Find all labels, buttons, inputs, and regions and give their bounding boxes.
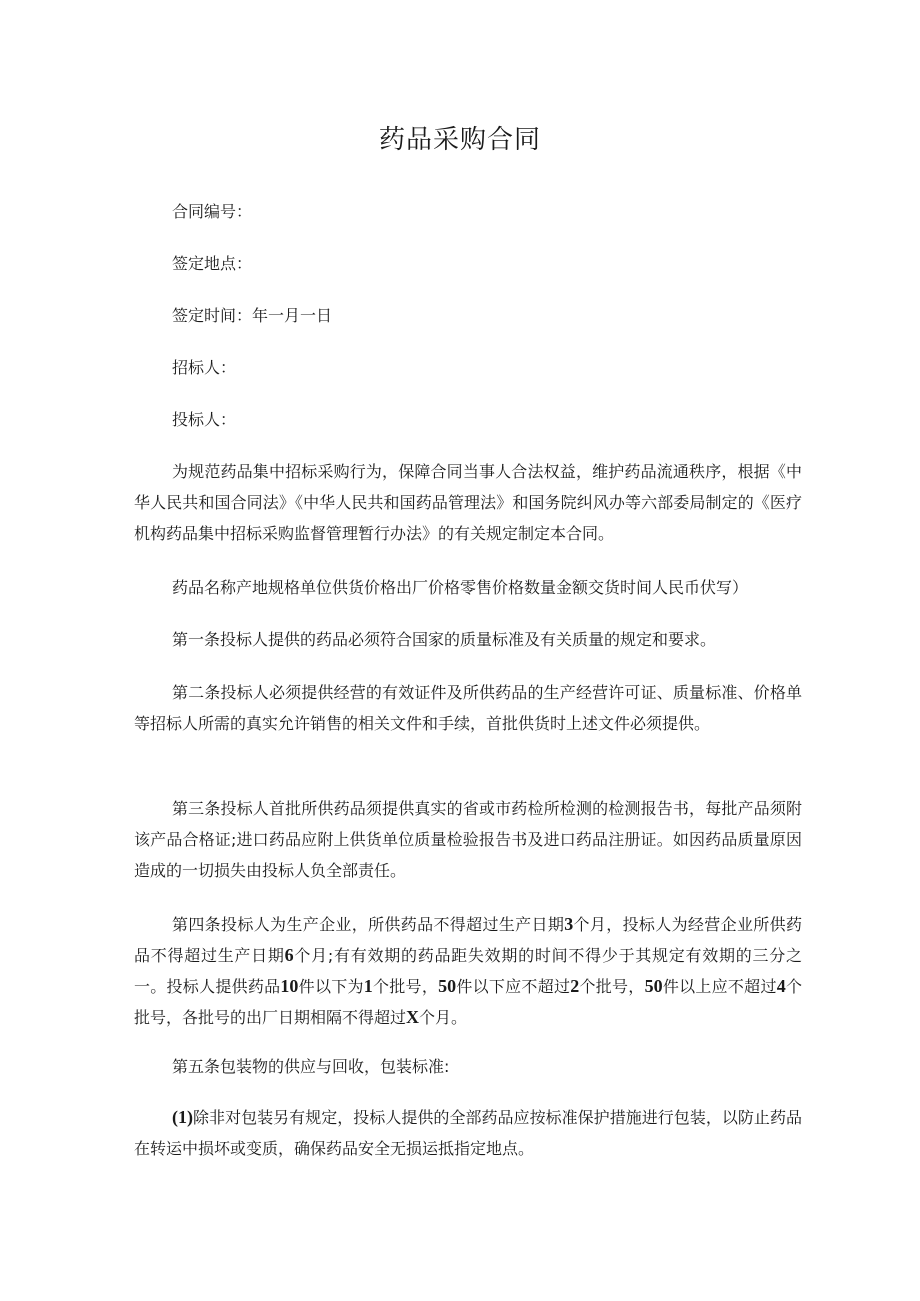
- article-5: 第五条包装物的供应与回收，包装标准:: [172, 1057, 450, 1076]
- clause-1-text: 除非对包装另有规定，投标人提供的全部药品应按标准保护措施进行包装，以防止药品在转运中损坏或变质，确保药品安全无损运抵指定地点。: [134, 1108, 802, 1158]
- preamble-paragraph: 为规范药品集中招标采购行为，保障合同当事人合法权益，维护药品流通秩序，根据《中华人民共和国合同法》《中华人民共和国药品管理法》和国务院纠风办等六部委局制定的《医疗机构药品集中招标采购监督管理暂行办法》的有关规定制定本合同。: [134, 462, 802, 543]
- article-4-text: 个批号，: [372, 977, 439, 996]
- article-4-number: X: [406, 1007, 420, 1027]
- signing-time-field: 签定时间：年一月一日: [172, 306, 333, 325]
- article-4-number: 3: [564, 914, 574, 934]
- article-4-number: 50: [438, 976, 457, 996]
- article-4-number: 4: [776, 976, 786, 996]
- clause-1: [134, 1102, 802, 1164]
- article-3: 第三条投标人首批所供药品须提供真实的省或市药检所检测的检测报告书，每批产品须附该产品合格证;进口药品应附上供货单位质量检验报告书及进口药品注册证。如因药品质量原因造成的一切损失由投标人负全部责任。: [134, 799, 802, 880]
- contract-number-field: 合同编号：: [172, 202, 253, 221]
- signing-place-field: 签定地点：: [172, 254, 253, 273]
- article-2: 第二条投标人必须提供经营的有效证件及所供药品的生产经营许可证、质量标准、价格单等招标人所需的真实允许销售的相关文件和手续，首批供货时上述文件必须提供。: [134, 683, 802, 733]
- article-4-number: 2: [570, 976, 580, 996]
- document-title: 药品采购合同: [378, 125, 541, 155]
- article-4-number: 50: [644, 976, 663, 996]
- article-4-number: 10: [280, 976, 299, 996]
- article-4-text: 件以下应不超过: [456, 977, 571, 996]
- article-4: [134, 909, 802, 1033]
- article-1: 第一条投标人提供的药品必须符合国家的质量标准及有关质量的规定和要求。: [172, 630, 717, 649]
- article-4-number: 6: [284, 945, 294, 965]
- article-4-text: 个月。: [419, 1008, 468, 1027]
- clause-1-number: (1): [172, 1107, 193, 1127]
- table-header-line: 药品名称产地规格单位供货价格出厂价格零售价格数量金额交货时间人民币伏写）: [172, 578, 749, 597]
- tenderer-field: 招标人：: [172, 358, 237, 377]
- article-4-text: 件以下为: [298, 977, 364, 996]
- article-4-text: 个月，投标人为经营企业所供药品不得超过生产日期: [134, 915, 802, 965]
- article-4-text: 个批号，: [579, 977, 645, 996]
- article-4-number: 1: [363, 976, 373, 996]
- article-4-text: 个月;有有效期的药品距失效期的时间不得少于其规定有效期的三分之一。投标人提供药品: [134, 946, 802, 996]
- article-4-text: 第四条投标人为生产企业，所供药品不得超过生产日期: [172, 915, 565, 934]
- article-4-text: 个批号，各批号的出厂日期相隔不得超过: [134, 977, 802, 1027]
- article-4-text: 件以上应不超过: [662, 977, 777, 996]
- bidder-field: 投标人：: [172, 410, 237, 429]
